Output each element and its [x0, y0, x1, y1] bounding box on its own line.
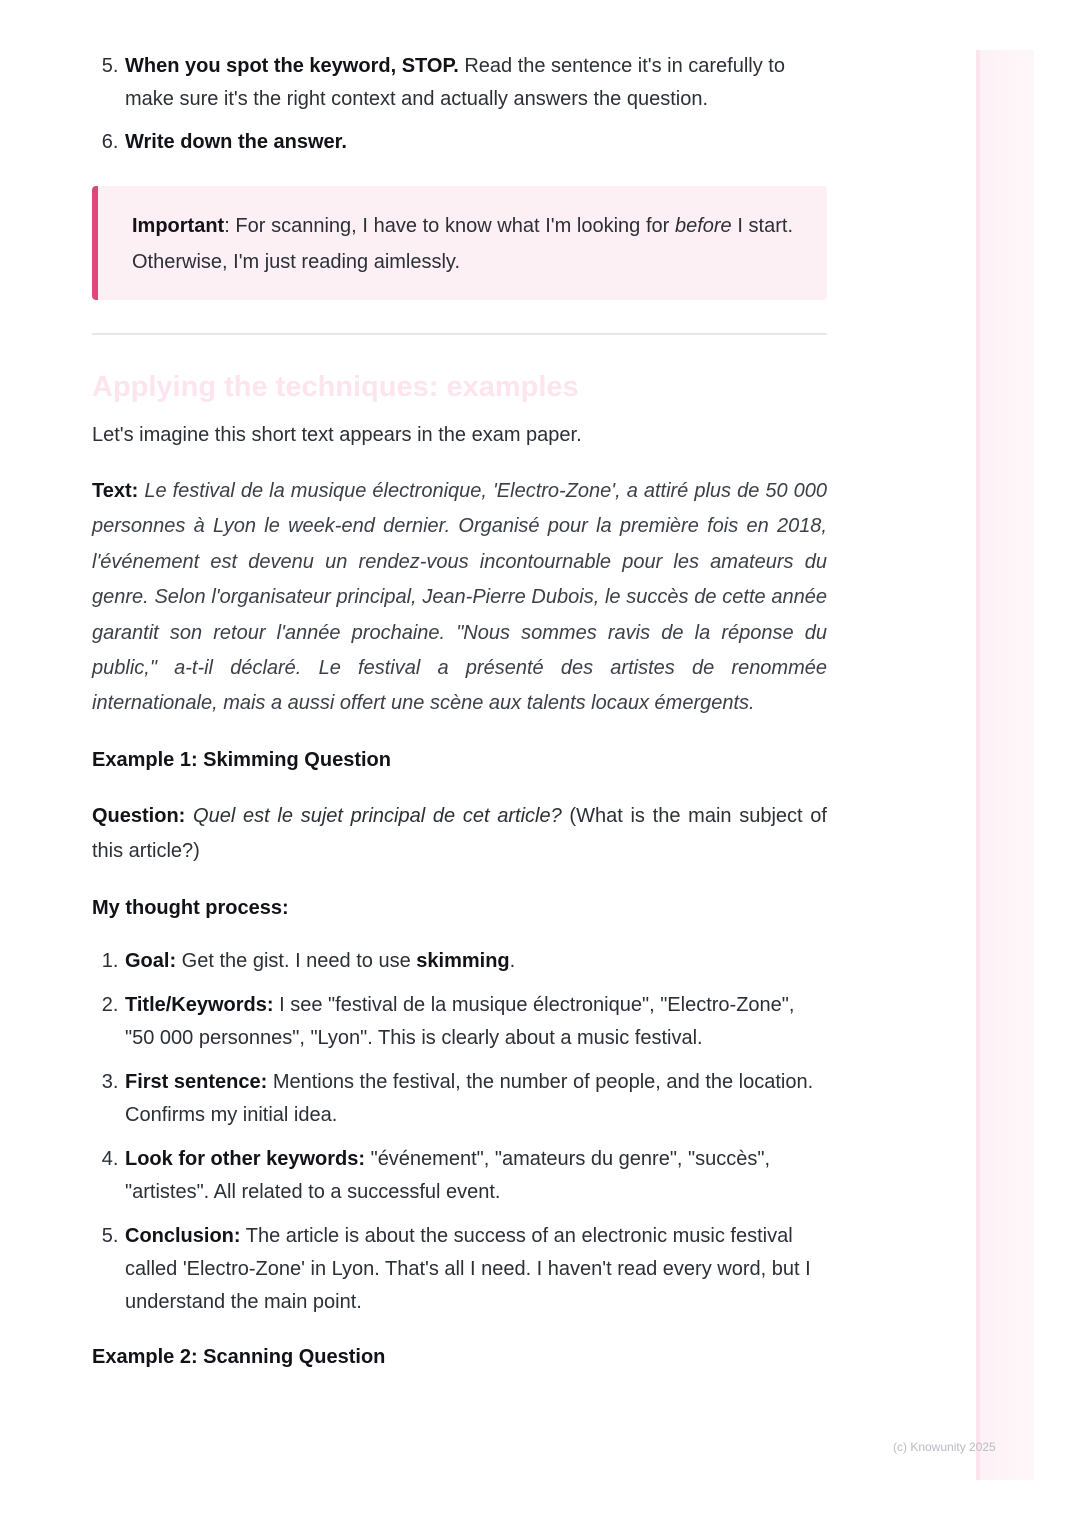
text-label: Text:: [92, 480, 139, 502]
example-2-heading: Example 2: Scanning Question: [92, 1345, 386, 1368]
step-bold: When you spot the keyword, STOP.: [125, 55, 459, 77]
step-text: Mentions the festival, the number of people, and the location. Confirms my initial idea.: [125, 1070, 814, 1126]
intro-paragraph: Let's imagine this short text appears in the exam paper.: [92, 424, 582, 446]
step-bold: Title/Keywords:: [125, 993, 274, 1016]
list-item: [124, 126, 827, 159]
step-bold: Goal:: [125, 949, 177, 972]
callout-label: Important: [132, 215, 225, 237]
step-bold: First sentence:: [125, 1070, 268, 1093]
document-content: [92, 50, 827, 1374]
section-divider: [92, 333, 827, 335]
list-item: [124, 50, 827, 116]
step-text: Read the sentence it's in carefully to make sure it's the right context and actually answers the question.: [125, 55, 785, 110]
thought-process-list: [92, 945, 827, 1319]
step-text-end: .: [509, 949, 516, 972]
list-item: [124, 945, 827, 978]
copyright-footer: (c) Knowunity 2025: [893, 1440, 996, 1454]
callout-text-end: I start. Otherwise, I'm just reading aimlessly.: [132, 215, 794, 273]
example-1-heading: Example 1: Skimming Question: [92, 748, 391, 771]
step-bold-inline: skimming: [416, 949, 510, 972]
question-paragraph: [92, 799, 827, 870]
section-title: Applying the techniques: examples: [92, 371, 579, 403]
sample-text-paragraph: [92, 474, 827, 722]
step-bold: Look for other keywords:: [125, 1147, 366, 1170]
step-text: "événement", "amateurs du genre", "succès", "artistes". All related to a successful event.: [125, 1147, 771, 1203]
question-french: Quel est le sujet principal de cet article?: [185, 804, 562, 827]
step-text: I see "festival de la musique électronique", "Electro-Zone", "50 000 personnes", "Lyon". This is clearly about a music festival.: [125, 993, 795, 1049]
list-item: [124, 1220, 827, 1319]
steps-list-continued: [92, 50, 827, 159]
step-bold: Conclusion:: [125, 1224, 241, 1247]
step-text: Get the gist. I need to use: [176, 949, 417, 972]
callout-emphasis: before: [674, 215, 732, 237]
important-callout: [92, 186, 827, 300]
question-english: (What is the main subject of this article?): [92, 804, 827, 863]
callout-text: : For scanning, I have to know what I'm looking for: [224, 215, 675, 237]
list-item: [124, 1066, 827, 1132]
step-text: The article is about the success of an electronic music festival called 'Electro-Zone' in Lyon. That's all I need. I haven't read every word, but I understand the main point.: [125, 1224, 811, 1313]
thought-process-heading: My thought process:: [92, 896, 289, 919]
step-bold: Write down the answer.: [125, 131, 347, 153]
question-label: Question:: [92, 804, 186, 827]
sample-text-body: Le festival de la musique électronique, 'Electro-Zone', a attiré plus de 50 000 personnes à Lyon le week-end dernier. Organisé pour la première fois en 2018, l'événement est devenu un rendez-vous incontournable pour les amateurs du genre. Selon l'organisateur principal, Jean-Pierre Dubois, le succès de cette année garantit son retour l'année prochaine. "Nous sommes ravis de la réponse du public," a-t-il déclaré. Le festival a présenté des artistes de renommée internationale, mais a aussi offert une scène aux talents locaux émergents.: [92, 480, 827, 715]
side-margin-rail: [976, 50, 1034, 1480]
list-item: [124, 989, 827, 1055]
list-item: [124, 1143, 827, 1209]
